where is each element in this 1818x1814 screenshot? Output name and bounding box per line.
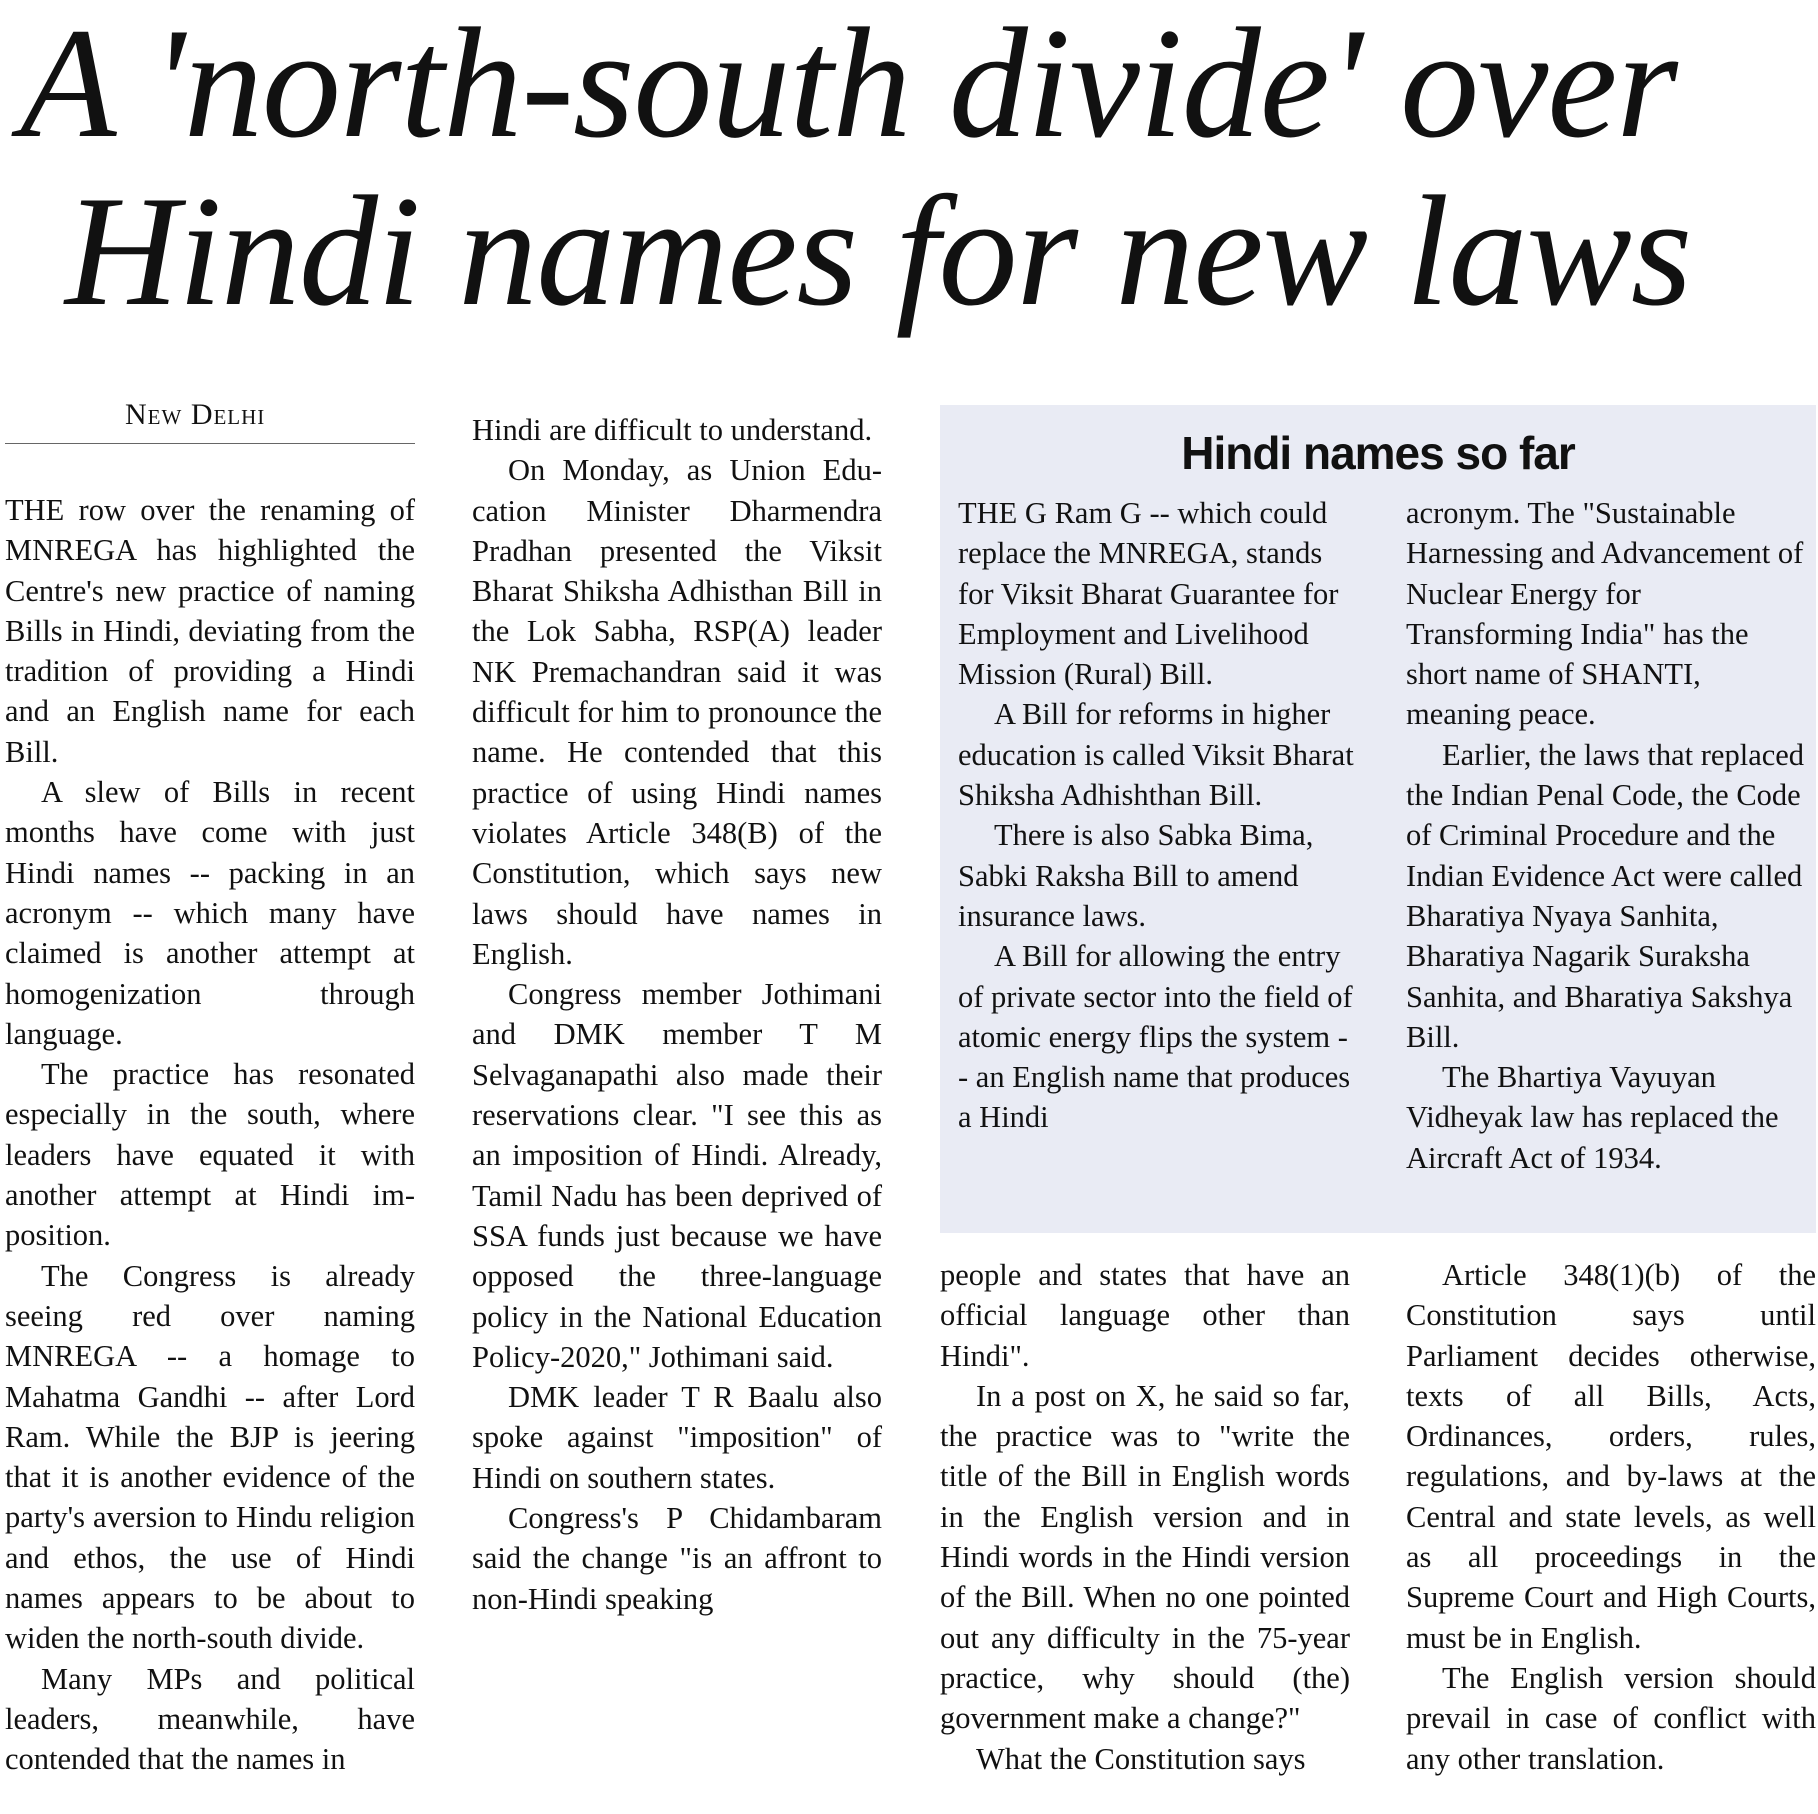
paragraph: A Bill for allowing the entry of private sector into the field of atomic energy flips the system -- an English name that produces a Hindi bbox=[958, 939, 1353, 1135]
paragraph: Many MPs and political leaders, meanwhile, have contended that the names in bbox=[5, 1661, 415, 1777]
dateline: New Delhi bbox=[5, 395, 415, 444]
headline-line-2: Hindi names for new laws bbox=[65, 164, 1692, 339]
headline-line-1: A 'north-south divide' over bbox=[20, 0, 1677, 171]
story-column-1 bbox=[5, 490, 415, 1780]
paragraph: DMK leader T R Baalu also spoke against "imposition" of Hindi on southern states. bbox=[472, 1380, 882, 1495]
sidebar-box bbox=[940, 405, 1816, 1233]
sidebar-column-1 bbox=[958, 493, 1358, 1138]
headline bbox=[20, 0, 1810, 339]
paragraph: THE G Ram G -- which could replace the MNREGA, stands for Viksit Bharat Guarantee for Employment and Livelihood Mission (Rural) Bill. bbox=[958, 496, 1339, 692]
paragraph: The Bhartiya Vayuyan Vidheyak law has replaced the Aircraft Act of 1934. bbox=[1406, 1060, 1779, 1175]
paragraph: The English version should prevail in case of conflict with any other translation. bbox=[1406, 1660, 1816, 1776]
story-column-3 bbox=[940, 1255, 1350, 1779]
paragraph: A slew of Bills in recent months have come with just Hindi names -- packing in an acronym -- which many have claimed is another attempt at homogenization through language. bbox=[5, 775, 415, 1051]
section-subhead: What the Constitution says bbox=[976, 1741, 1306, 1776]
paragraph: Earlier, the laws that replaced the Indian Penal Code, the Code of Criminal Procedure and the Indian Evidence Act were called Bharatiya Nyaya Sanhita, Bharatiya Nagarik Suraksha Sanhita, and Bharatiya Sakshya Bill. bbox=[1406, 737, 1805, 1054]
paragraph: Hindi are difficult to understand. bbox=[472, 413, 873, 447]
paragraph: acronym. The "Sustainable Harnessing and Advancement of Nuclear Energy for Transforming India" has the short name of SHANTI, meaning peace. bbox=[1406, 496, 1804, 732]
story-column-4 bbox=[1406, 1255, 1816, 1779]
paragraph: The practice has resonated especially in the south, where leaders have equated it with another attempt at Hindi imposition. bbox=[5, 1057, 415, 1253]
paragraph: There is also Sabka Bima, Sabki Raksha Bill to amend insurance laws. bbox=[958, 818, 1314, 933]
paragraph: Article 348(1)(b) of the Constitution says until Parliament decides otherwise, texts of all Bills, Acts, Ordinances, orders, rules, regulations, and by-laws at the Central and state levels, as well as all proceedings in the Supreme Court and High Courts, must be in English. bbox=[1406, 1258, 1816, 1655]
paragraph: Congress's P Chidambaram said the change "is an affront to non-Hindi speaking bbox=[472, 1501, 882, 1616]
paragraph: The Congress is already seeing red over naming MNREGA -- a homage to Mahatma Gandhi -- after Lord Ram. While the BJP is jeering that it is another evidence of the party's aversion to Hindu religion and ethos, the use of Hindi names appears to be about to widen the north-south divide. bbox=[5, 1258, 415, 1656]
sidebar-title: Hindi names so far bbox=[1181, 427, 1575, 479]
paragraph: A Bill for reforms in higher education is called Viksit Bharat Shiksha Adhishthan Bill. bbox=[958, 697, 1354, 813]
story-column-2 bbox=[472, 410, 882, 1619]
paragraph: On Monday, as Union Education Minister Dharmendra Pradhan presented the Viksit Bharat Shiksha Adhisthan Bill in the Lok Sabha, RSP(A) leader NK Premachandran said it was difficult for him to pronounce the name. He contended that this practice of using Hindi names violates Article 348(B) of the Constitution, which says new laws should have names in English. bbox=[472, 453, 882, 971]
paragraph: people and states that have an official language other than Hindi". bbox=[940, 1258, 1350, 1373]
paragraph: THE row over the renaming of MNREGA has highlighted the Centre's new practice of naming Bills in Hindi, deviating from the tradition of providing a Hindi and an English name for each Bill. bbox=[5, 493, 415, 769]
paragraph: In a post on X, he said so far, the practice was to "write the title of the Bill in English words in the English version and in Hindi words in the Hindi version of the Bill. When no one pointed out any difficulty in the 75-year practice, why should (the) government make a change?" bbox=[940, 1378, 1350, 1736]
sidebar-column-2 bbox=[1406, 493, 1806, 1178]
paragraph: Congress member Jothimani and DMK member T M Selvaganapathi also made their reservations clear. "I see this as an imposition of Hindi. Already, Tamil Nadu has been deprived of SSA funds just because we have opposed the three-language policy in the National Education Policy-2020," Jothimani said. bbox=[472, 977, 882, 1374]
